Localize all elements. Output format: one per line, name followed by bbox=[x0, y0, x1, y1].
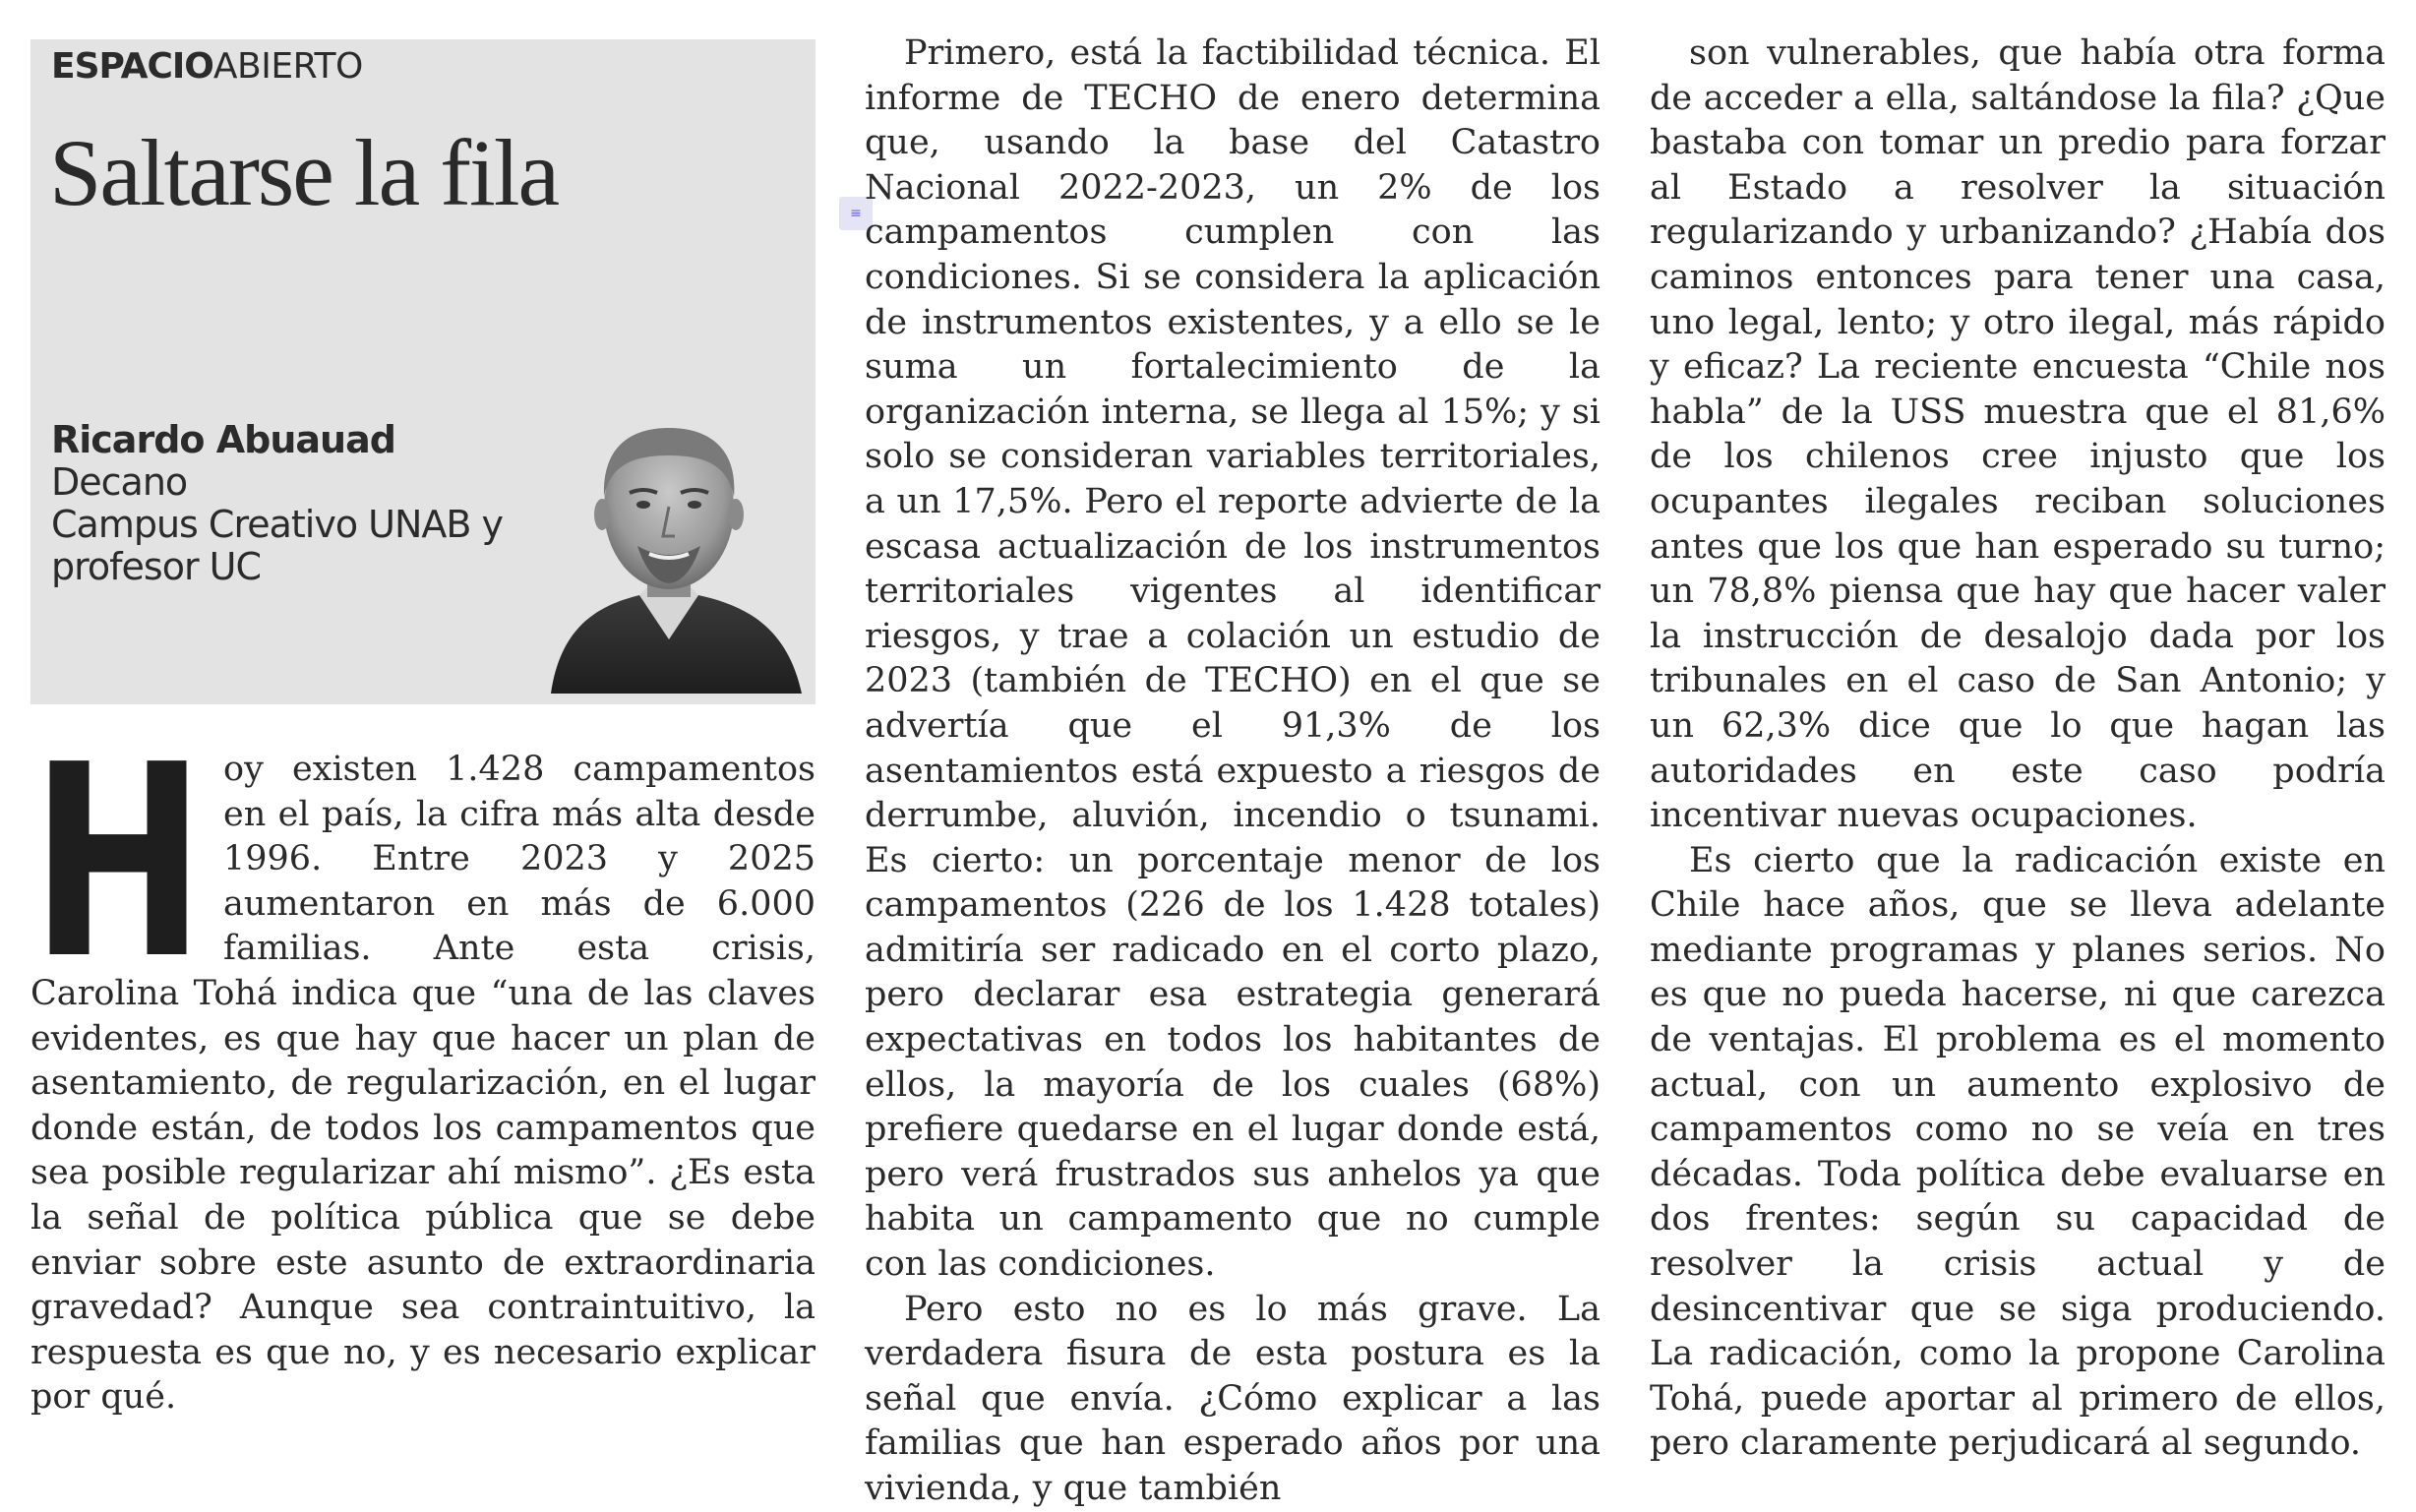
dropcap bbox=[30, 707, 206, 1017]
kicker-regular: ABIERTO bbox=[212, 46, 363, 87]
author-name: Ricardo Abuauad bbox=[51, 418, 395, 461]
column-3 bbox=[1650, 31, 2386, 1467]
author-role-line2: Campus Creativo UNAB y bbox=[51, 503, 504, 546]
article-title: Saltarse la fila bbox=[49, 120, 559, 225]
dropcap-letter: H bbox=[30, 707, 206, 1017]
section-kicker bbox=[51, 46, 363, 87]
paragraph: Primero, está la factibilidad técnica. El informe de TECHO de enero determina que, usando la base del Catastro Nacional 2022-2023, un 2% de los campamentos cumplen con las condiciones. Si se considera la aplicación de instrumentos existentes, y a ello se le suma un fortalecimiento de la organización interna, se llega al 15%; y si solo se consideran variables territoriales, a un 17,5%. Pero el reporte advierte de la escasa actualización de los instrumentos territoriales vigentes al identificar riesgos, y trae a colación un estudio de 2023 (también de TECHO) en el que se advertía que el 91,3% de los asentamientos está expuesto a riesgos de derrumbe, aluvión, incendio o tsunami. Es cierto: un porcentaje menor de los campamentos (226 de los 1.428 totales) admitiría ser radicado en el corto plazo, pero declarar esa estrategia generará expectativas en todos los habitantes de ellos, la mayoría de los cuales (68%) prefiere quedarse en el lugar donde está, pero verá frustrados sus anhelos ya que habita un campamento que no cumple con las condiciones. bbox=[865, 33, 1601, 1285]
author-block bbox=[51, 419, 503, 588]
paragraph: son vulnerables, que había otra forma de acceder a ella, saltándose la fila? ¿Que bastaba con tomar un predio para forzar al Estado a resolver la situación regularizando y urbanizando? ¿Había dos caminos entonces para tener una casa, uno legal, lento; y otro ilegal, más rápido y eficaz? La reciente encuesta “Chile nos habla” de la USS muestra que el 81,6% de los chilenos cree injusto que los ocupantes ilegales reciban soluciones antes que los que han esperado su turno; un 78,8% piensa que hay que hacer valer la instrucción de desalojo dada por los tribunales en el caso de San Antonio; y un 62,3% dice que lo que hagan las autoridades en este caso podría incentivar nuevas ocupaciones. bbox=[1650, 33, 2386, 836]
kicker-bold: ESPACIO bbox=[51, 46, 213, 87]
author-role-line1: Decano bbox=[51, 460, 188, 504]
author-role-line3: profesor UC bbox=[51, 545, 262, 588]
column-1 bbox=[30, 707, 815, 1421]
note-marker-icon[interactable]: ≡ bbox=[839, 197, 873, 230]
paragraph: Es cierto que la radicación existe en Chile hace años, que se lleva adelante mediante programas y planes serios. No es que no pueda hacerse, ni que carezca de ventajas. El problema es el momento actual, con un aumento explosivo de campamentos como no se veía en tres décadas. Toda política debe evaluarse en dos frentes: según su capacidad de resolver la crisis actual y de desincentivar que se siga produciendo. La radicación, como la propone Carolina Tohá, puede aportar al primero de ellos, pero claramente perjudicará al segundo. bbox=[1650, 840, 2386, 1464]
author-portrait bbox=[531, 398, 807, 694]
paragraph: Pero esto no es lo más grave. La verdadera fisura de esta postura es la señal que envía. ¿Cómo explicar a las familias que han esperado años por una vivienda, y que también bbox=[865, 1289, 1601, 1508]
paragraph: oy existen 1.428 campamentos en el país, la cifra más alta desde 1996. Entre 2023 y 2025 aumentaron en más de 6.000 familias. Ante esta crisis, Carolina Tohá indica que “una de las claves evidentes, es que hay que hacer un plan de asentamiento, de regularización, en el lugar donde están, de todos los campamentos que sea posible regularizar ahí mismo”. ¿Es esta la señal de política pública que se debe enviar sobre este asunto de extraordinaria gravedad? Aunque sea contraintuitivo, la respuesta es que no, y es necesario explicar por qué. bbox=[30, 750, 815, 1418]
column-2 bbox=[865, 31, 1601, 1512]
